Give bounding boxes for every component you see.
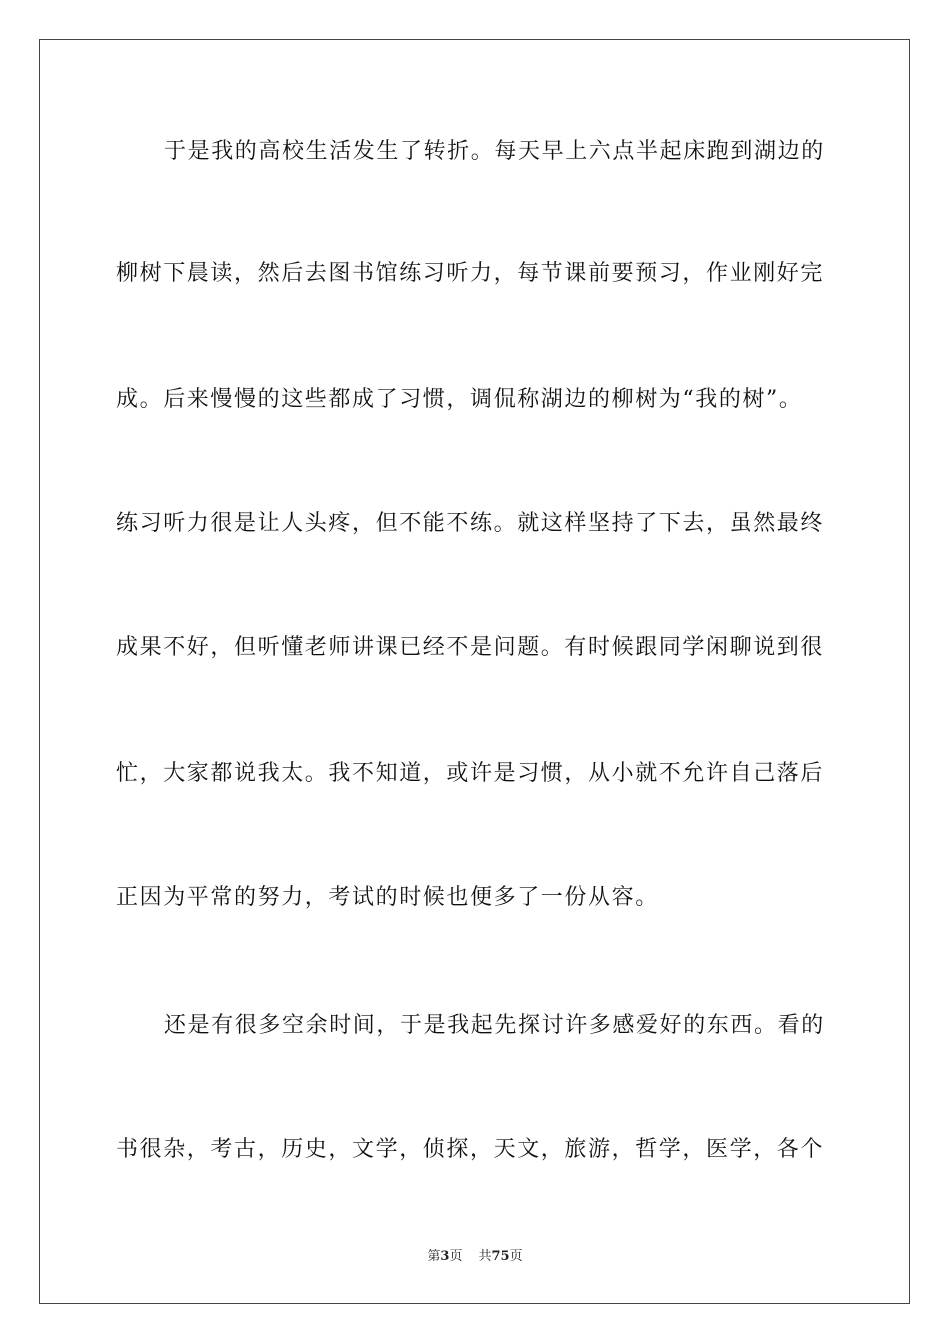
paragraph-1-line-3: 成。后来慢慢的这些都成了习惯，调侃称湖边的柳树为“我的树”。 [116,387,803,412]
page-number: 3 [440,1249,450,1264]
paragraph-1-line-5: 成果不好，但听懂老师讲课已经不是问题。有时候跟同学闲聊说到很 [116,635,825,660]
page-prefix: 第 [427,1249,441,1264]
total-prefix: 共 [478,1249,492,1264]
total-suffix: 页 [509,1249,523,1264]
paragraph-1-line-6: 忙，大家都说我太。我不知道，或许是习惯，从小就不允许自己落后 [116,761,825,786]
paragraph-1-line-4: 练习听力很是让人头疼，但不能不练。就这样坚持了下去，虽然最终 [116,511,825,536]
page-footer [0,1245,950,1264]
paragraph-2-line-2: 书很杂，考古，历史，文学，侦探，天文，旅游，哲学，医学，各个 [116,1137,825,1162]
total-pages: 75 [491,1249,510,1264]
paragraph-1-line-7: 正因为平常的努力，考试的时候也便多了一份从容。 [116,885,659,910]
paragraph-1-line-2: 柳树下晨读，然后去图书馆练习听力，每节课前要预习，作业刚好完 [116,261,825,286]
page-suffix: 页 [449,1249,463,1264]
paragraph-2-line-1: 还是有很多空余时间，于是我起先探讨许多感爱好的东西。看的 [164,1013,825,1038]
paragraph-1-line-1: 于是我的高校生活发生了转折。每天早上六点半起床跑到湖边的 [164,139,825,164]
